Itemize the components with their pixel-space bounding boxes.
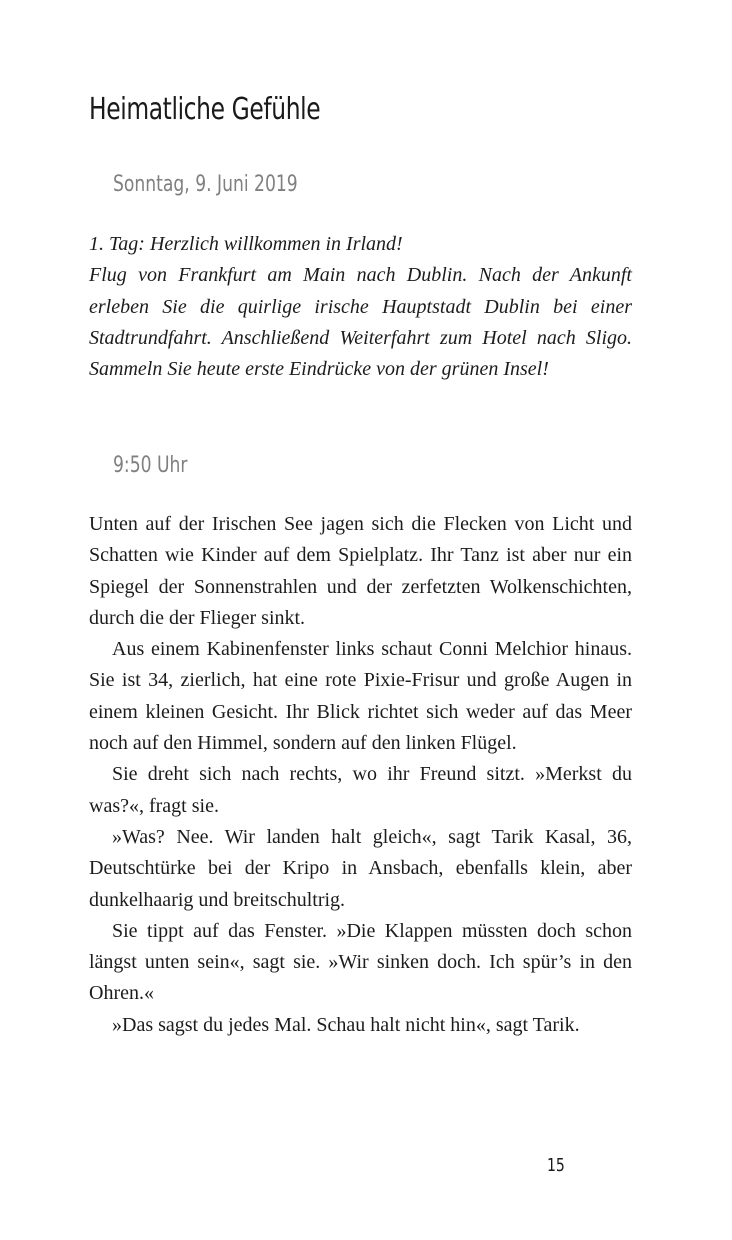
chapter-title: Heimatliche Gefühle: [89, 92, 321, 127]
itinerary-day-title: 1. Tag: Herzlich willkommen in Irland!: [89, 233, 403, 255]
paragraph: »Was? Nee. Wir landen halt gleich«, sagt Tarik Kasal, 36, Deutschtürke bei der Kripo in Ansbach, ebenfalls klein, aber dunkelhaarig und breitschultrig.: [89, 825, 632, 911]
paragraph: »Das sagst du jedes Mal. Schau halt nicht hin«, sagt Tarik.: [112, 1013, 580, 1036]
paragraph: Sie tippt auf das Fenster. »Die Klappen müssten doch schon längst unten sein«, sagt sie. »Wir sinken doch. Ich spür’s in den Ohren.«: [89, 919, 632, 1005]
itinerary-description: Flug von Frankfurt am Main nach Dublin. Nach der Ankunft erleben Sie die quirlige irische Hauptstadt Dublin bei einer Stadtrundfahrt. Anschließend Weiterfahrt zum Hotel nach Sligo. Sammeln Sie heute erste Eindrücke von der grünen Insel!: [89, 264, 632, 381]
itinerary-block: [89, 229, 632, 385]
time-heading: 9:50 Uhr: [113, 453, 188, 478]
narrative-text: [89, 509, 632, 1041]
page-number: 15: [547, 1155, 565, 1176]
date-heading: Sonntag, 9. Juni 2019: [113, 172, 298, 197]
paragraph: Unten auf der Irischen See jagen sich die Flecken von Licht und Schatten wie Kinder auf dem Spielplatz. Ihr Tanz ist aber nur ein Spiegel der Sonnenstrahlen und der zerfetzten Wolkenschichten, durch die der Flieger sinkt.: [89, 513, 632, 629]
paragraph: Aus einem Kabinenfenster links schaut Conni Melchior hinaus. Sie ist 34, zierlich, hat eine rote Pixie-Frisur und große Augen in einem kleinen Gesicht. Ihr Blick richtet sich weder auf das Meer noch auf den Himmel, sondern auf den linken Flügel.: [89, 638, 632, 755]
paragraph: Sie dreht sich nach rechts, wo ihr Freund sitzt. »Merkst du was?«, fragt sie.: [89, 763, 632, 817]
